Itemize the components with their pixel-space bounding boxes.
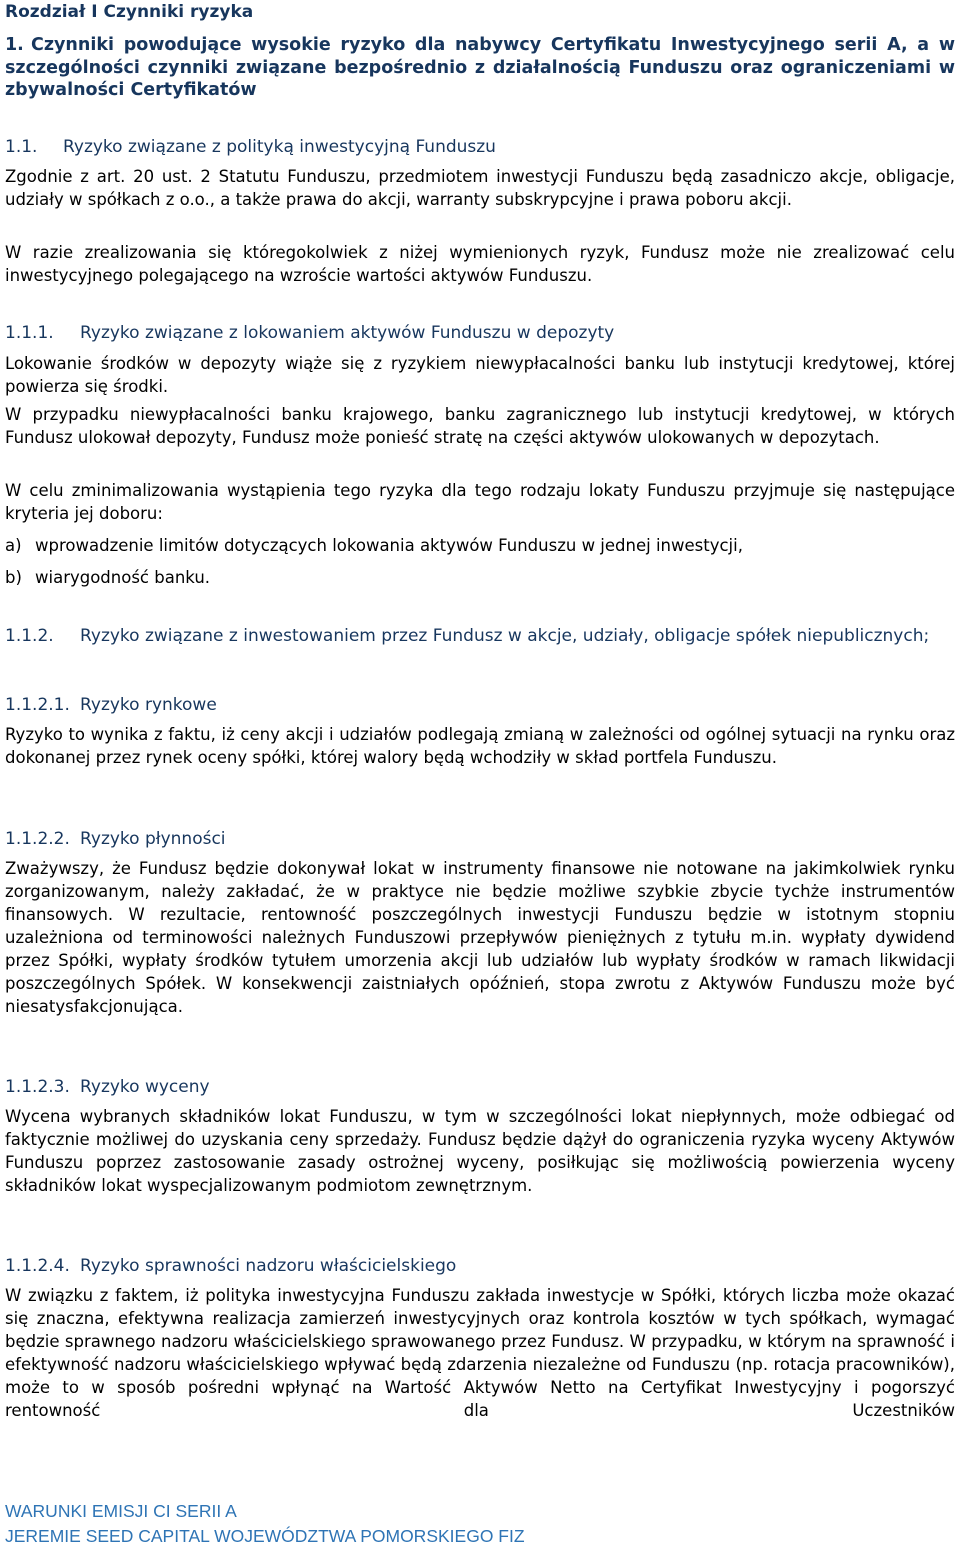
section-1-1-1-heading [5, 322, 614, 345]
section-1-1-2-1-paragraph: Ryzyko to wynika z faktu, iż ceny akcji i udziałów podlegają zmianą w zależności od ogólnej sytuacji na rynku oraz dokonanej przez rynek oceny spółki, której walory będą wchodziły w skład portfela Funduszu. [5, 725, 955, 767]
section-1-1-2-4-heading [5, 1255, 456, 1278]
section-1-1-2-heading [5, 625, 955, 648]
section-1-1-2-title: Ryzyko związane z inwestowaniem przez Fundusz w akcje, udziały, obligacje spółek niepublicznych; [80, 626, 930, 646]
section-1-number: 1. [5, 35, 24, 55]
section-1-1-2-3-paragraph: Wycena wybranych składników lokat Funduszu, w tym w szczególności lokat niepłynnych, może odbiegać od faktycznie możliwej do uzyskania ceny sprzedaży. Fundusz będzie dążył do ograniczenia ryzyka wyceny Aktywów Funduszu poprzez zastosowanie zasady ostrożnej wyceny, posiłkując się możliwością powierzenia wyceny składników lokat wyspecjalizowanym podmiotom zewnętrznym. [5, 1107, 955, 1195]
section-1-1-2-number: 1.1.2. [5, 626, 54, 646]
section-1-1-title: Ryzyko związane z polityką inwestycyjną Funduszu [63, 137, 496, 157]
list-item [5, 534, 743, 557]
chapter-title: Rozdział I Czynniki ryzyka [5, 2, 254, 22]
section-1-1-1-paragraph-2: W przypadku niewypłacalności banku krajowego, banku zagranicznego lub instytucji kredytowej, w których Fundusz ulokował depozyty, Fundusz może ponieść stratę na części aktywów ulokowanych w depozytach. [5, 405, 955, 447]
list-item-text: wiarygodność banku. [35, 568, 211, 587]
section-1-1-2-2-title: Ryzyko płynności [80, 829, 226, 849]
section-1-1-1-title: Ryzyko związane z lokowaniem aktywów Funduszu w depozyty [80, 323, 615, 343]
footer-line-2: JEREMIE SEED CAPITAL WOJEWÓDZTWA POMORSKIEGO FIZ [5, 1526, 525, 1546]
section-1-1-2-3-title: Ryzyko wyceny [80, 1077, 210, 1097]
section-1-1-1-paragraph-3: W celu zminimalizowania wystąpienia tego ryzyka dla tego rodzaju lokaty Funduszu przyjmuje się następujące kryteria jej doboru: [5, 481, 955, 523]
section-1-1-2-2-paragraph: Zważywszy, że Fundusz będzie dokonywał lokat w instrumenty finansowe nie notowane na jakimkolwiek rynku zorganizowanym, należy zakładać, że w praktyce nie będzie możliwe szybkie zbycie tychże instrumentów finansowych. W rezultacie, rentowność poszczególnych inwestycji Funduszu będzie w istotnym stopniu uzależniona od terminowości należnych Funduszowi przepływów pieniężnych z tytułu m.in. wypłaty dywidend przez Spółki, wypłaty środków tytułem umorzenia akcji lub udziałów lub wypłaty środków w ramach likwidacji poszczególnych Spółek. W konsekwencji zaistniałych opóźnień, stopa zwrotu z Aktywów Funduszu może być niesatysfakcjonująca. [5, 859, 955, 1016]
section-1-1-2-4-title: Ryzyko sprawności nadzoru właścicielskiego [80, 1256, 457, 1276]
section-1-1-2-1-title: Ryzyko rynkowe [80, 695, 217, 715]
list-item [5, 566, 210, 589]
section-1-title: Czynniki powodujące wysokie ryzyko dla nabywcy Certyfikatu Inwestycyjnego serii A, a w szczególności czynniki związane bezpośrednio z działalnością Funduszu oraz ograniczeniami w zbywalności Certyfikatów [5, 35, 955, 100]
section-1-1-paragraph-1: Zgodnie z art. 20 ust. 2 Statutu Funduszu, przedmiotem inwestycji Funduszu będą zasadniczo akcje, obligacje, udziały w spółkach z o.o., a także prawa do akcji, warranty subskrypcyjne i prawa poboru akcji. [5, 167, 955, 209]
section-1-1-2-4-paragraph: W związku z faktem, iż polityka inwestycyjna Funduszu zakłada inwestycje w Spółki, których liczba może okazać się znaczna, efektywna realizacja zamierzeń inwestycyjnych oraz kontrola kosztów w tych spółkach, wymagać będzie sprawnego nadzoru właścicielskiego sprawowanego przez Fundusz. W przypadku, w którym na sprawność i efektywność nadzoru właścicielskiego wpływać będą zdarzenia niezależne od Funduszu (np. rotacja pracowników), może to w sposób pośredni wpłynąć na Wartość Aktywów Netto na Certyfikat Inwestycyjny i pogorszyć rentowność dla Uczestników [5, 1286, 955, 1420]
section-1-1-2-3-number: 1.1.2.3. [5, 1077, 70, 1097]
section-1-1-paragraph-2: W razie zrealizowania się któregokolwiek z niżej wymienionych ryzyk, Fundusz może nie zrealizować celu inwestycyjnego polegającego na wzroście wartości aktywów Funduszu. [5, 243, 955, 285]
section-1-1-2-3-heading [5, 1076, 210, 1099]
section-1-1-2-1-heading [5, 694, 217, 717]
section-1-heading [5, 34, 955, 102]
section-1-1-1-paragraph-1: Lokowanie środków w depozyty wiąże się z ryzykiem niewypłacalności banku lub instytucji kredytowej, której powierza się środki. [5, 354, 955, 396]
section-1-1-2-1-number: 1.1.2.1. [5, 695, 70, 715]
section-1-1-number: 1.1. [5, 137, 38, 157]
section-1-1-2-2-heading [5, 828, 226, 851]
section-1-1-2-4-number: 1.1.2.4. [5, 1256, 70, 1276]
list-item-text: wprowadzenie limitów dotyczących lokowania aktywów Funduszu w jednej inwestycji, [35, 536, 743, 555]
footer-line-1: WARUNKI EMISJI CI SERII A [5, 1501, 237, 1521]
list-item-label: a) [5, 536, 22, 555]
section-1-1-1-number: 1.1.1. [5, 323, 54, 343]
list-item-label: b) [5, 568, 22, 587]
section-1-1-heading [5, 136, 496, 159]
section-1-1-2-2-number: 1.1.2.2. [5, 829, 70, 849]
